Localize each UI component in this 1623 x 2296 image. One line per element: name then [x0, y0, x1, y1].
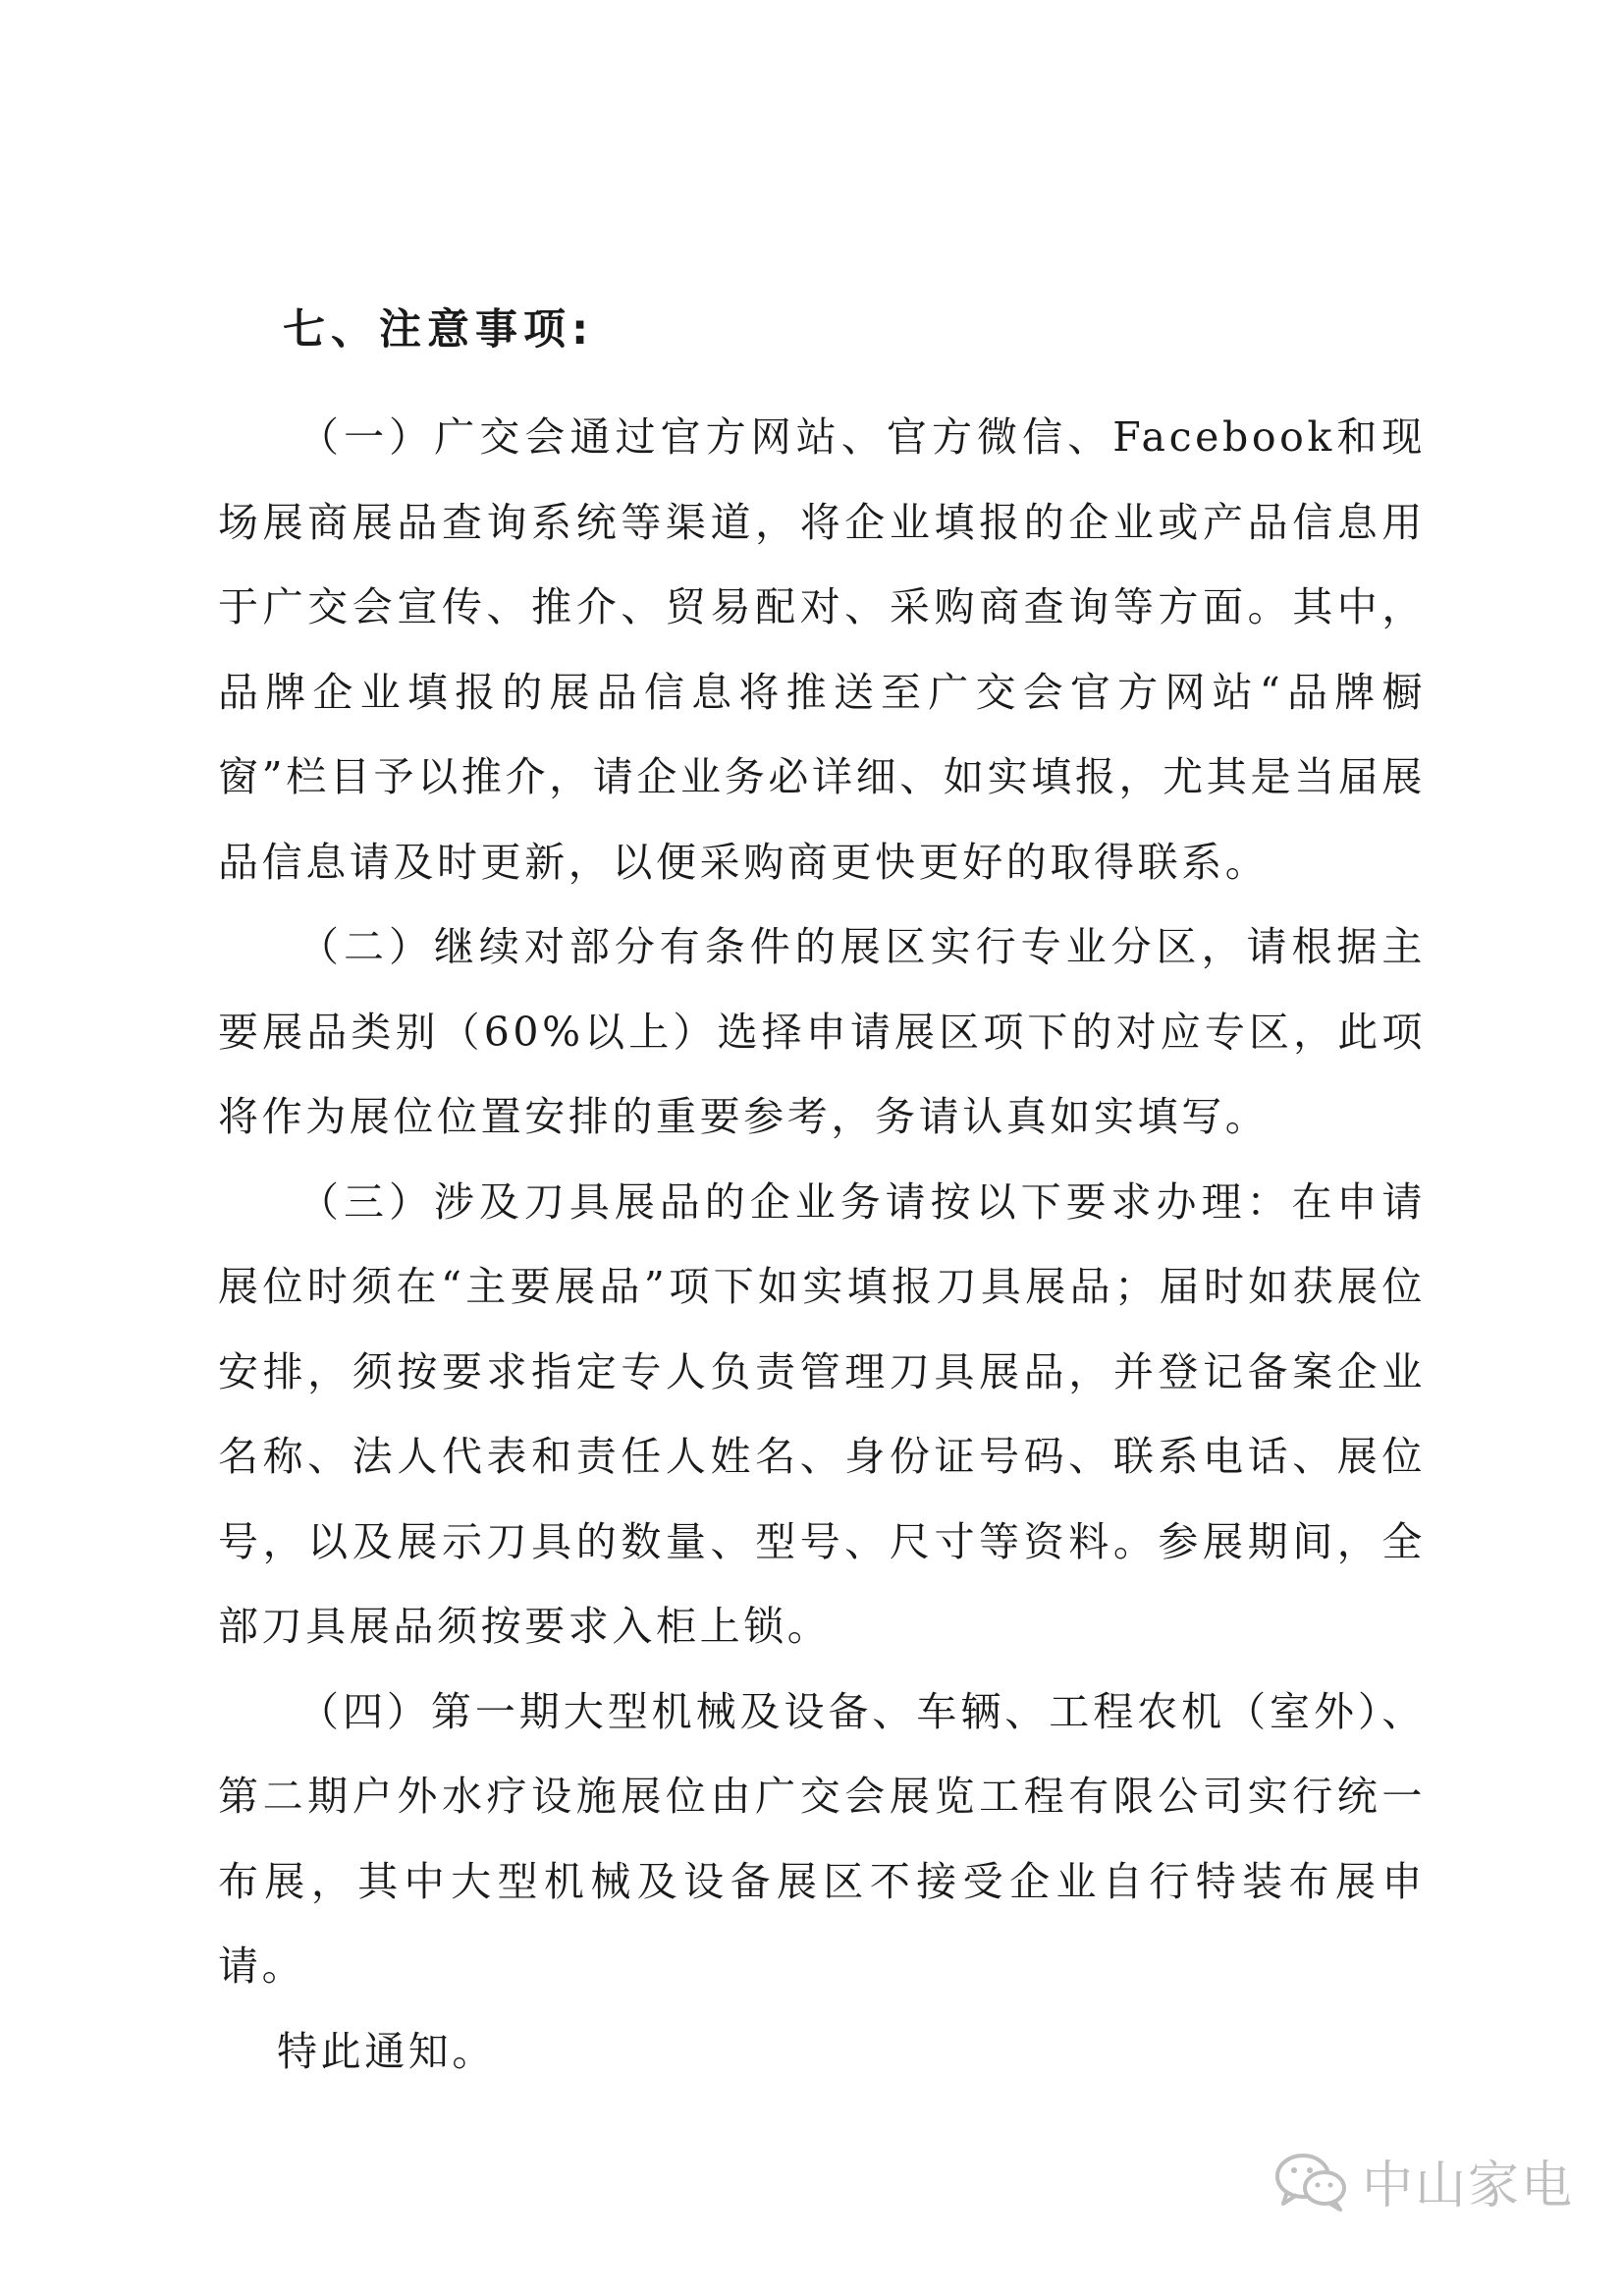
wechat-icon: [1273, 2151, 1350, 2212]
paragraph-2: （二）继续对部分有条件的展区实行专业分区，请根据主要展品类别（60%以上）选择申请展区项下的对应专区，此项将作为展位位置安排的重要参考，务请认真如实填写。: [218, 923, 1426, 1140]
watermark-text: 中山家电: [1361, 2157, 1574, 2215]
paragraph-4: （四）第一期大型机械及设备、车辆、工程农机（室外）、第二期户外水疗设施展位由广交会展览工程有限公司实行统一布展，其中大型机械及设备展区不接受企业自行特装布展申请。: [218, 1687, 1426, 1990]
paragraph-3: （三）涉及刀具展品的企业务请按以下要求办理：在申请展位时须在“主要展品”项下如实填报刀具展品；届时如获展位安排，须按要求指定专人负责管理刀具展品，并登记备案企业名称、法人代表和责任人姓名、身份证号码、联系电话、展位号，以及展示刀具的数量、型号、尺寸等资料。参展期间，全部刀具展品须按要求入柜上锁。: [218, 1177, 1426, 1650]
paragraph-1: （一）广交会通过官方网站、官方微信、Facebook和现场展商展品查询系统等渠道，将企业填报的企业或产品信息用于广交会宣传、推介、贸易配对、采购商查询等方面。其中，品牌企业填报的展品信息将推送至广交会官方网站“品牌橱窗”栏目予以推介，请企业务必详细、如实填报，尤其是当届展品信息请及时更新，以便采购商更快更好的取得联系。: [218, 413, 1426, 886]
document-body: [218, 295, 1426, 2094]
watermark: [1273, 2144, 1574, 2217]
closing-text: 特此通知。: [277, 2027, 496, 2075]
section-heading: 七、注意事项:: [283, 305, 595, 355]
